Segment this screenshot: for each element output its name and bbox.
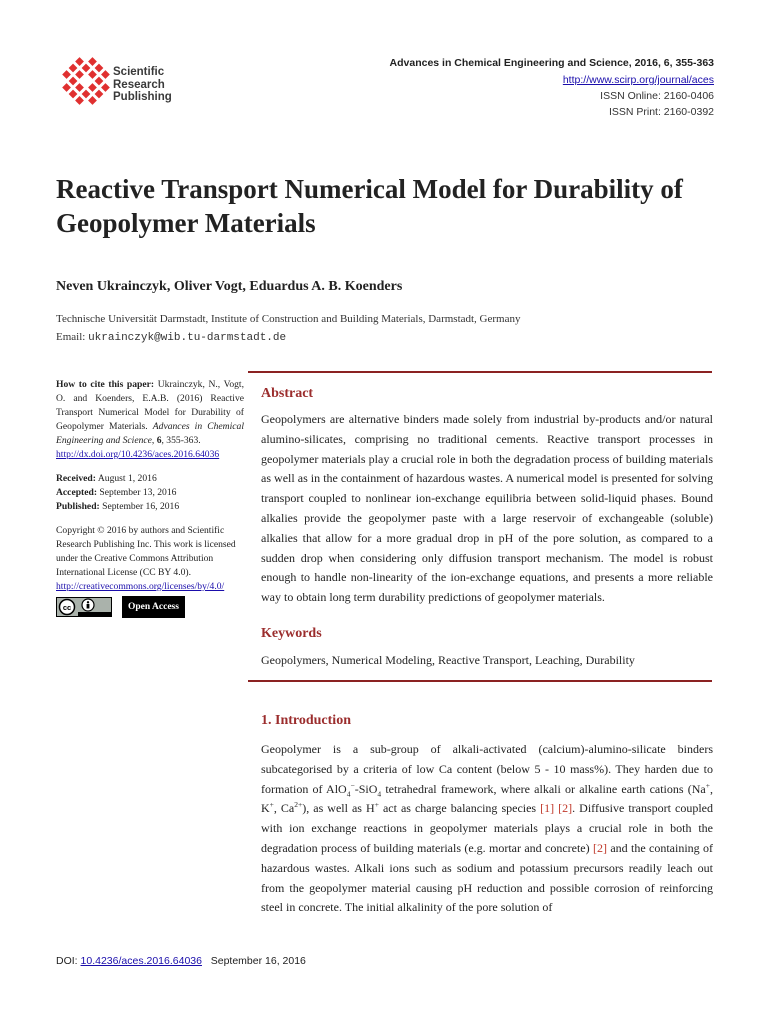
abstract-text: Geopolymers are alternative binders made solely from industrial by-products and/or natural alumino-silicates, comprising no traditional cements. Reactive transport processes in geopolymer materials play a crucial role in both the degradation process of building materials as well as in the containment of hazardous wastes. A numerical model is presented for solving transport coupled to nonlinear ion-exchange equilibria between solid-liquid phases. Bound alkalies provide the geopolymer paste with a large reservoir of exchangeable (soluble) alkalies that allow for a more gradual drop in pH of the pore solution, as compared to a sudden drop when considering only diffusion transport mechanism. The model is robust enough to handle non-linearity of the ion-exchange equations, and presents a more reliable way to obtain long term durability predictions of geopolymer materials. [261,412,713,605]
paper-title: Reactive Transport Numerical Model for Durability of Geopolymer Materials [56,174,683,238]
abstract-heading: Abstract [261,386,314,401]
introduction-text: Geopolymer is a sub-group of alkali-activated (calcium)-alumino-silicate binders subcategorised by a criteria of low Ca content (below 5 - 10 mass%). They harden due to formation of AlO$_4$−-SiO$_4$ tetrahedral framework, where alkali or alkaline earth cations (Na+, K+, $Ca^{2+}$), as well as H+ act as charge balancing species [1] [2]. Diffusive transport coupled with ion exchange reactions in geopolymer materials plays a crucial role in both the degradation process of building materials (e.g. mortar and concrete) [2] and the containing of hazardous wastes. Alkali ions such as sodium and potassium precursors readily leach out from the geopolymer material causing pH reduction and possible corrosion of reinforcing steel in concrete. The initial alkalinity of the pore solution of [261,742,714,915]
open-access-badge: Open Access [122,596,185,618]
paper-authors: Neven Ukrainczyk, Oliver Vogt, Eduardus A. B. Koenders [56,279,403,294]
keywords-text: Geopolymers, Numerical Modeling, Reactive Transport, Leaching, Durability [261,653,635,667]
keywords-heading: Keywords [261,626,322,641]
issn-online: ISSN Online: 2160-0406 [600,90,714,102]
doi-link[interactable]: http://dx.doi.org/10.4236/aces.2016.64036 [56,449,220,460]
copyright-block: Copyright © 2016 by authors and Scientific Research Publishing Inc. This work is licensed under the Creative Commons Attribution International License (CC BY 4.0). http://creativecommons.org/licenses/by/4.0/ [56,525,236,592]
issn-print: ISSN Print: 2160-0392 [608,106,714,118]
dates-block: Received: August 1, 2016 Accepted: September 13, 2016 Published: September 16, 2016 [56,473,180,512]
svg-text:cc: cc [62,602,72,612]
license-link[interactable]: http://creativecommons.org/licenses/by/4.0/ [56,581,225,592]
cc-by-license-icon[interactable] [56,597,112,617]
reference-link[interactable]: [1] [540,801,555,816]
reference-link[interactable]: [2] [558,801,573,816]
reference-link[interactable]: [2] [592,840,607,855]
page-footer: DOI: 10.4236/aces.2016.64036 September 16, 2016 [56,955,306,967]
footer-date: September 16, 2016 [210,955,306,967]
citation-block: How to cite this paper: Ukrainczyk, N., Vogt, O. and Koenders, E.A.B. (2016) Reactive Transport Numerical Model for Durability of Geopolymer Materials. Advances in Chemical Engineering and Science, 6, 355-363. http://dx.doi.org/10.4236/aces.2016.64036 [56,379,244,460]
email-address[interactable]: ukrainczyk@wib.tu-darmstadt.de [88,332,287,344]
journal-citation: Advances in Chemical Engineering and Science, 2016, 6, 355-363 [389,57,714,69]
section-divider [248,680,712,682]
journal-url-link[interactable]: http://www.scirp.org/journal/aces [562,74,714,86]
paper-affiliation: Technische Universität Darmstadt, Institute of Construction and Building Materials, Darmstadt, Germany [56,313,521,325]
footer-doi-link[interactable]: 10.4236/aces.2016.64036 [80,955,202,967]
publisher-name: Scientific Research Publishing [113,66,172,103]
introduction-heading: 1. Introduction [261,713,351,728]
paper-email: Email: ukrainczyk@wib.tu-darmstadt.de [56,331,287,344]
section-divider [248,371,712,373]
sidebar-info [56,378,244,618]
